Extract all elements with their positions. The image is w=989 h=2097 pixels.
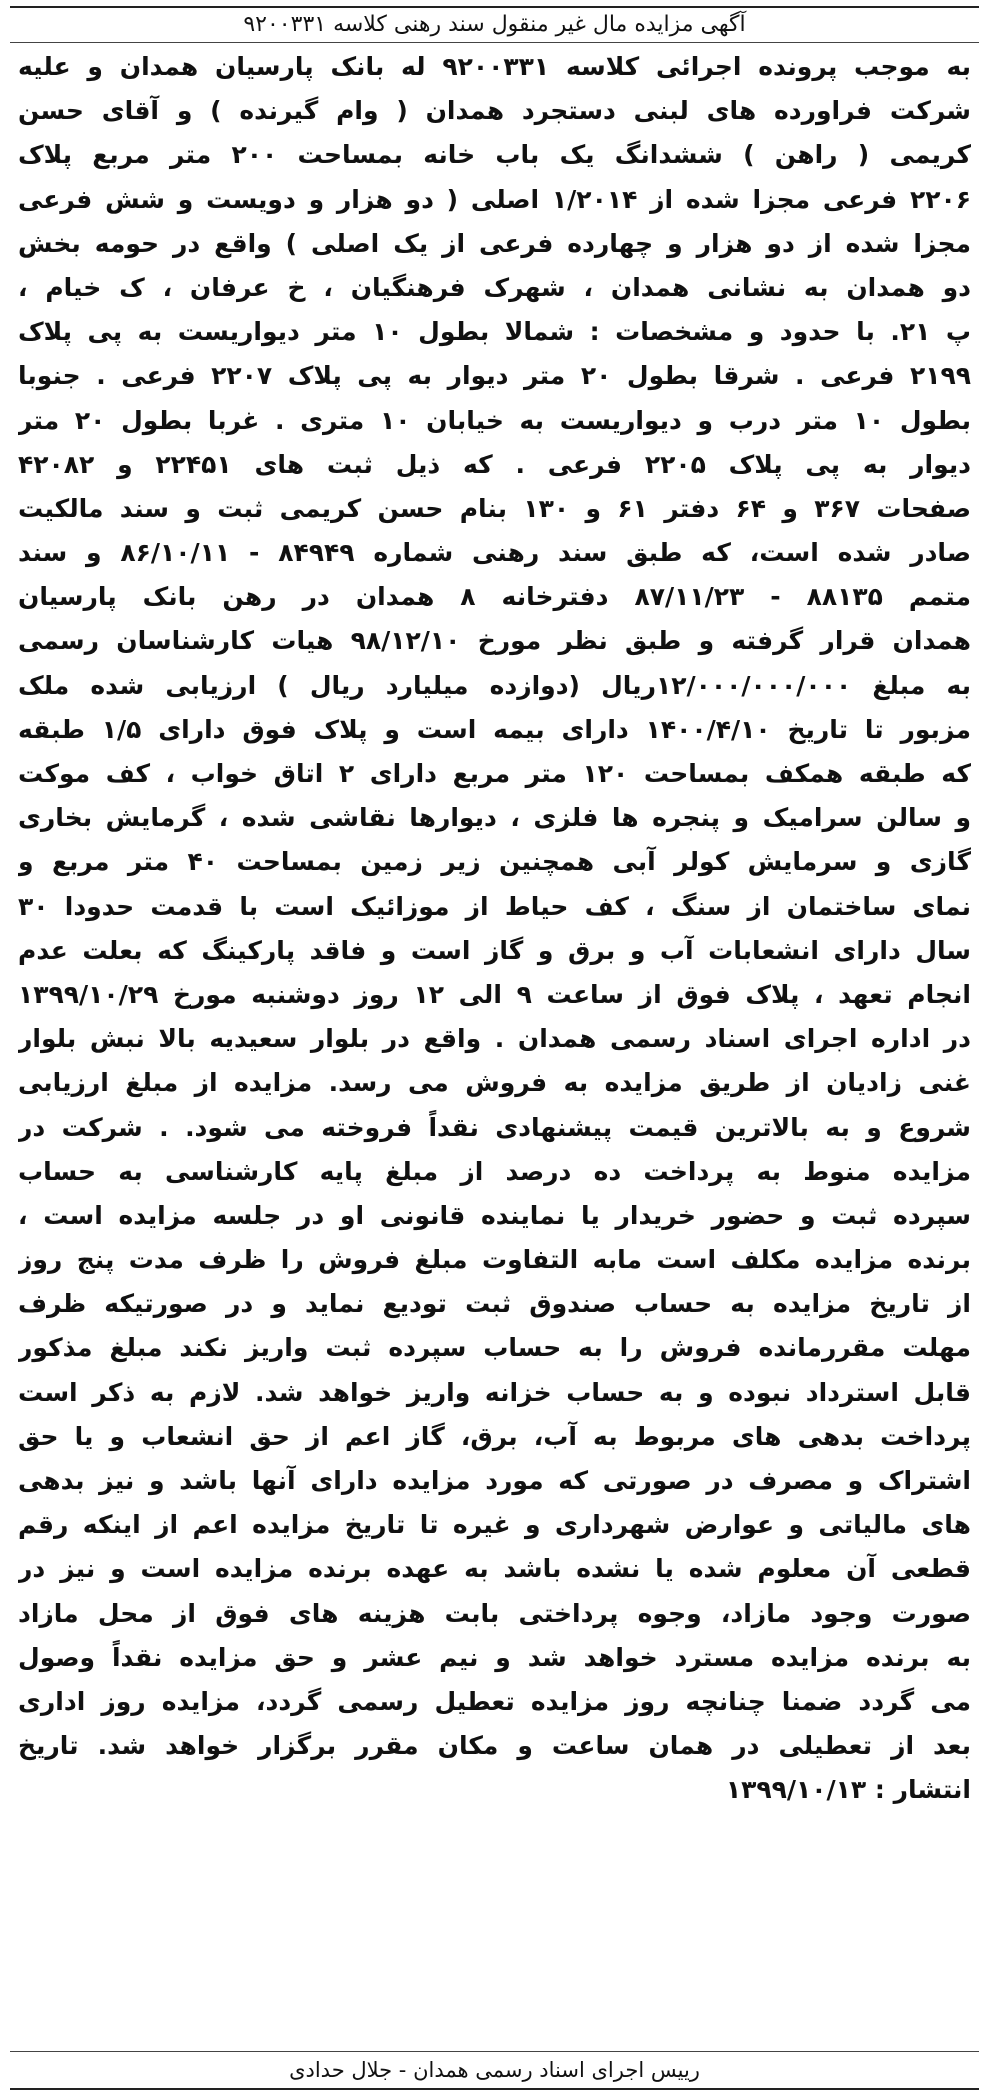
notice-line: صفحات ۳۶۷ و ۶۴ دفتر ۶۱ و ۱۳۰ بنام حسن کریمی ثبت و سند مالکیت	[18, 493, 971, 523]
notice-line: مزایده منوط به پرداخت ده درصد از مبلغ پایه کارشناسی به حساب	[18, 1156, 971, 1186]
notice-line: سپرده ثبت و حضور خریدار یا نماینده قانونی او در جلسه مزایده است ،	[18, 1200, 971, 1230]
notice-line: صادر شده است، که طبق سند رهنی شماره ۸۴۹۴۹ - ۸۶/۱۰/۱۱ و سند	[18, 538, 971, 568]
notice-line: همدان قرار گرفته و طبق نظر مورخ ۹۸/۱۲/۱۰ هیات کارشناسان رسمی	[18, 626, 971, 656]
notice-line: مزبور تا تاریخ ۱۴۰۰/۴/۱۰ دارای بیمه است و پلاک فوق دارای ۱/۵ طبقه	[18, 714, 971, 744]
notice-line: اشتراک و مصرف در صورتی که مورد مزایده دارای آنها باشد و نیز بدهی	[18, 1466, 971, 1495]
notice-line: به برنده مزایده مسترد خواهد شد و نیم عشر و حق مزایده نقداً وصول	[18, 1642, 971, 1672]
notice-line: بعد از تعطیلی در همان ساعت و مکان مقرر برگزار خواهد شد. تاریخ	[18, 1731, 971, 1761]
notice-line: گازی و سرمایش کولر آبی همچنین زیر زمین بمساحت ۴۰ متر مربع و	[18, 847, 971, 877]
notice-line: دو همدان به نشانی همدان ، شهرک فرهنگیان ، خ عرفان ، ک خیام ،	[18, 272, 971, 302]
notice-line: مهلت مقررمانده فروش را به حساب سپرده ثبت واریز نکند مبلغ مذکور	[18, 1333, 971, 1363]
notice-line: که طبقه همکف بمساحت ۱۲۰ متر مربع دارای ۲ اتاق خواب ، کف موکت	[18, 759, 971, 788]
notice-line: بطول ۱۰ متر درب و دیواریست به خیابان ۱۰ متری . غربا بطول ۲۰ متر	[18, 405, 971, 435]
notice-line: شروع و به بالاترین قیمت پیشنهادی نقداً فروخته می شود. . شرکت در	[18, 1112, 971, 1142]
notice-line: شرکت فراورده های لبنی دستجرد همدان ( وام گیرنده ) و آقای حسن	[18, 96, 971, 126]
notice-line: ۲۱۹۹ فرعی . شرقا بطول ۲۰ متر دیوار به پی پلاک ۲۲۰۷ فرعی . جنوبا	[18, 361, 971, 391]
notice-line: قطعی آن معلوم شده یا نشده باشد به عهده برنده مزایده است و نیز در	[18, 1554, 971, 1584]
notice-line: دیوار به پی پلاک ۲۲۰۵ فرعی . که ذیل ثبت های ۲۲۴۵۱ و ۴۲۰۸۲	[18, 449, 971, 479]
notice-line: پ ۲۱. با حدود و مشخصات : شمالا بطول ۱۰ متر دیواریست به پی پلاک	[18, 317, 971, 347]
notice-line: برنده مزایده مکلف است مابه التفاوت مبلغ فروش را ظرف مدت پنج روز	[18, 1245, 971, 1275]
notice-line: از تاریخ مزایده به حساب صندوق ثبت توديع نماید و در صورتیکه ظرف	[18, 1289, 971, 1319]
notice-line: غنی زادیان از طریق مزایده به فروش می رسد. مزایده از مبلغ ارزیابی	[18, 1068, 971, 1098]
auction-notice	[10, 6, 979, 2090]
notice-title: آگهی مزایده مال غیر منقول سند رهنی کلاسه ۹۲۰۰۳۳۱	[10, 8, 979, 43]
notice-line: انجام تعهد ، پلاک فوق از ساعت ۹ الی ۱۲ روز دوشنبه مورخ ۱۳۹۹/۱۰/۲۹	[18, 979, 971, 1009]
notice-signature: رییس اجرای اسناد رسمی همدان - جلال حدادی	[10, 2051, 979, 2088]
notice-line: کریمی ( راهن ) ششدانگ یک باب خانه بمساحت ۲۰۰ متر مربع پلاک	[18, 140, 971, 170]
notice-line: متمم ۸۸۱۳۵ - ۸۷/۱۱/۲۳ دفترخانه ۸ همدان در رهن بانک پارسیان	[18, 582, 971, 612]
notice-line: مجزا شده از دو هزار و چهارده فرعی از یک اصلی ) واقع در حومه بخش	[18, 228, 971, 258]
notice-line: نمای ساختمان از سنگ ، کف حیاط از موزائیک است با قدمت حدودا ۳۰	[18, 891, 971, 921]
notice-line: و سالن سرامیک و پنجره ها فلزی ، دیوارها نقاشی شده ، گرمایش بخاری	[18, 803, 971, 833]
notice-line: های مالیاتی و عوارض شهرداری و غیره تا تاریخ مزایده اعم از اینکه رقم	[18, 1510, 971, 1540]
notice-line: پرداخت بدهی های مربوط به آب، برق، گاز اعم از حق انشعاب و یا حق	[18, 1421, 971, 1451]
notice-line: در اداره اجرای اسناد رسمی همدان . واقع در بلوار سعیدیه بالا نبش بلوار	[18, 1024, 971, 1054]
notice-line: انتشار : ۱۳۹۹/۱۰/۱۳	[725, 1775, 971, 1805]
notice-line: سال دارای انشعابات آب و برق و گاز است و فاقد پارکینگ که بعلت عدم	[18, 935, 971, 965]
notice-line: قابل استرداد نبوده و به حساب خزانه واریز خواهد شد. لازم به ذکر است	[18, 1377, 971, 1407]
notice-line: می گردد ضمنا چنانچه روز مزایده تعطیل رسمی گردد، مزایده روز اداری	[18, 1686, 971, 1716]
notice-line: صورت وجود مازاد، وجوه پرداختی بابت هزینه های فوق از محل مازاد	[18, 1598, 971, 1628]
notice-line: به موجب پرونده اجرائی کلاسه ۹۲۰۰۳۳۱ له بانک پارسیان همدان و علیه	[18, 52, 971, 81]
notice-body	[10, 43, 979, 1813]
notice-line: به مبلغ ۱۲/۰۰۰/۰۰۰/۰۰۰ریال (دوازده میلیارد ریال ) ارزیابی شده ملک	[18, 670, 971, 700]
notice-line: ۲۲۰۶ فرعی مجزا شده از ۱/۲۰۱۴ اصلی ( دو هزار و دویست و شش فرعی	[18, 184, 971, 214]
